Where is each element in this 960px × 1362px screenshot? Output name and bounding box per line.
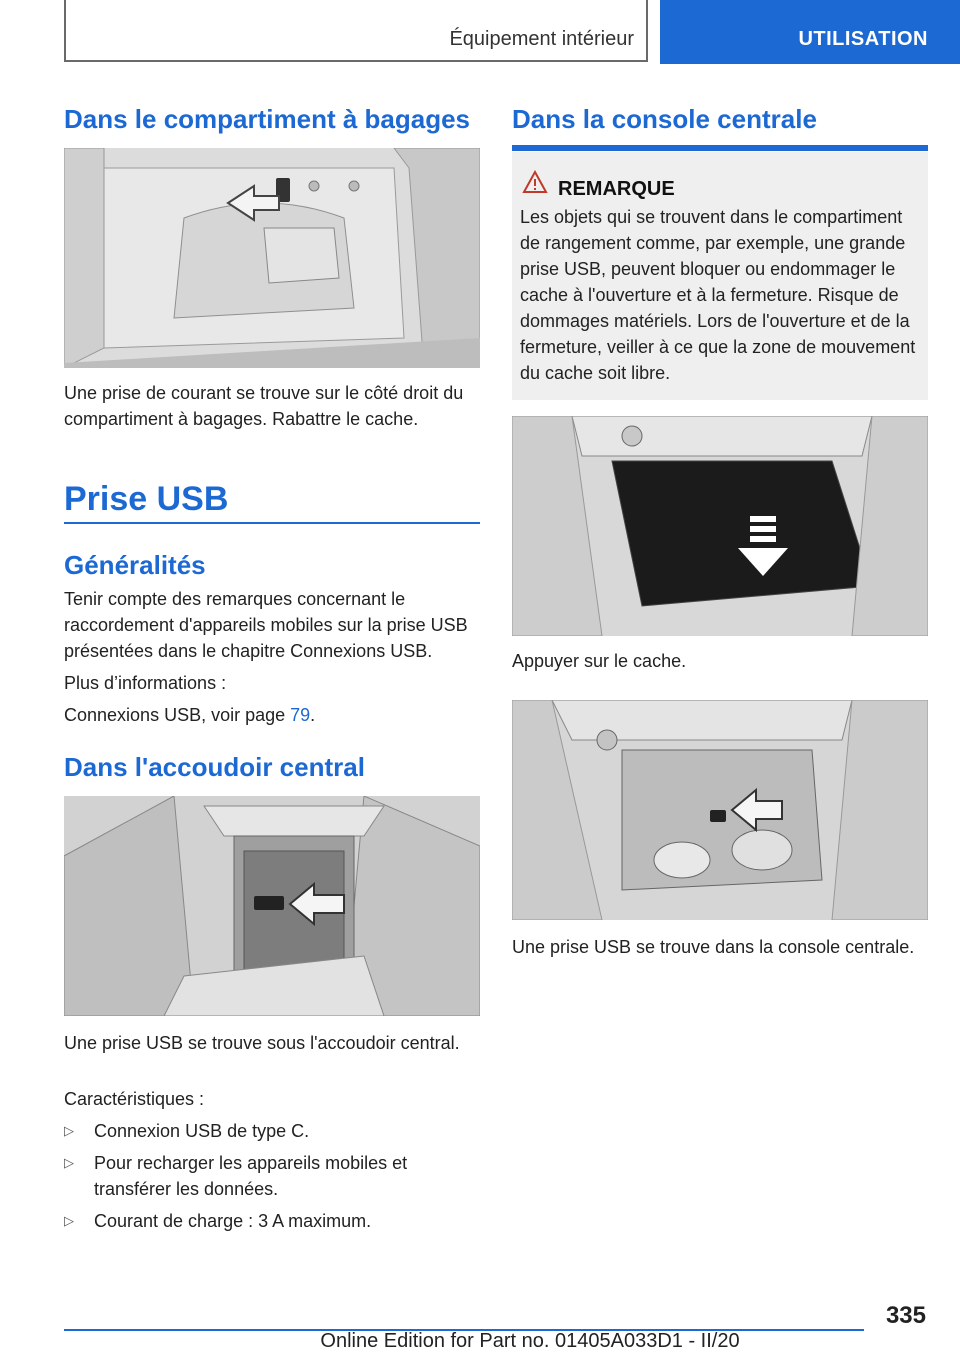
usb-reference-text: Connexions USB, voir page: [64, 705, 291, 725]
console-usb-illustration: [512, 700, 928, 920]
footer-edition: Online Edition for Part no. 01405A033D1 - II/20: [320, 1330, 740, 1352]
more-info-label: Plus d’informations :: [64, 673, 227, 693]
armrest-heading: Dans l'accoudoir central: [64, 752, 365, 782]
bullet-triangle-icon: ▷: [64, 1123, 74, 1138]
trunk-heading: Dans le compartiment à bagages: [64, 104, 471, 134]
usb-reference-end: .: [310, 705, 316, 725]
console-caption-2: Une prise USB se trouve dans la console centrale.: [512, 937, 915, 957]
console-caption-1: Appuyer sur le cache.: [512, 651, 687, 671]
console-cover-illustration: [512, 416, 928, 636]
page-number: 335: [885, 1302, 926, 1329]
general-heading: Généralités: [64, 550, 206, 580]
warning-triangle-icon: [522, 170, 548, 199]
usb-reference-page-link[interactable]: 79: [290, 705, 311, 725]
features-label: Caractéristiques :: [64, 1089, 205, 1109]
note-title: REMARQUE: [558, 178, 675, 200]
feature-text: Courant de charge : 3 A maximum.: [94, 1211, 372, 1231]
header-chapter-tab: [660, 0, 960, 64]
usb-reference: [64, 702, 480, 728]
feature-text: Connexion USB de type C.: [94, 1121, 310, 1141]
general-text: Tenir compte des remarques concernant le raccordement d'appareils mobiles sur la prise USB présentées dans le chapitre Connexions USB.: [64, 589, 468, 661]
trunk-caption: Une prise de courant se trouve sur le côté droit du compartiment à bagages. Rabattre le cache.: [64, 383, 464, 429]
feature-item: [64, 1208, 480, 1234]
trunk-illustration: [64, 148, 480, 368]
console-heading: Dans la console centrale: [512, 104, 817, 134]
feature-text: Pour recharger les appareils mobiles et transférer les données.: [94, 1153, 408, 1199]
bullet-triangle-icon: ▷: [64, 1213, 74, 1228]
header-section-title: Équipement intérieur: [449, 28, 634, 50]
header-section-tab: [64, 0, 648, 62]
header-chapter-title: UTILISATION: [798, 28, 928, 50]
console-heading-rule: [512, 145, 928, 151]
armrest-caption: Une prise USB se trouve sous l'accoudoir central.: [64, 1033, 460, 1053]
usb-title-rule: [64, 522, 480, 524]
feature-item: [64, 1150, 480, 1202]
note-text: Les objets qui se trouvent dans le compartiment de rangement comme, par exemple, une grande prise USB, peuvent bloquer ou endommager le cache à l'ouverture et à la fermeture. Risque de dommages matériels. Lors de l'ouverture et de la fermeture, veiller à ce que la zone de mouvement du cache soit libre.: [520, 207, 916, 383]
feature-item: [64, 1118, 480, 1144]
note-box: [512, 152, 928, 400]
usb-title: Prise USB: [64, 480, 229, 518]
armrest-illustration: [64, 796, 480, 1016]
bullet-triangle-icon: ▷: [64, 1155, 74, 1170]
